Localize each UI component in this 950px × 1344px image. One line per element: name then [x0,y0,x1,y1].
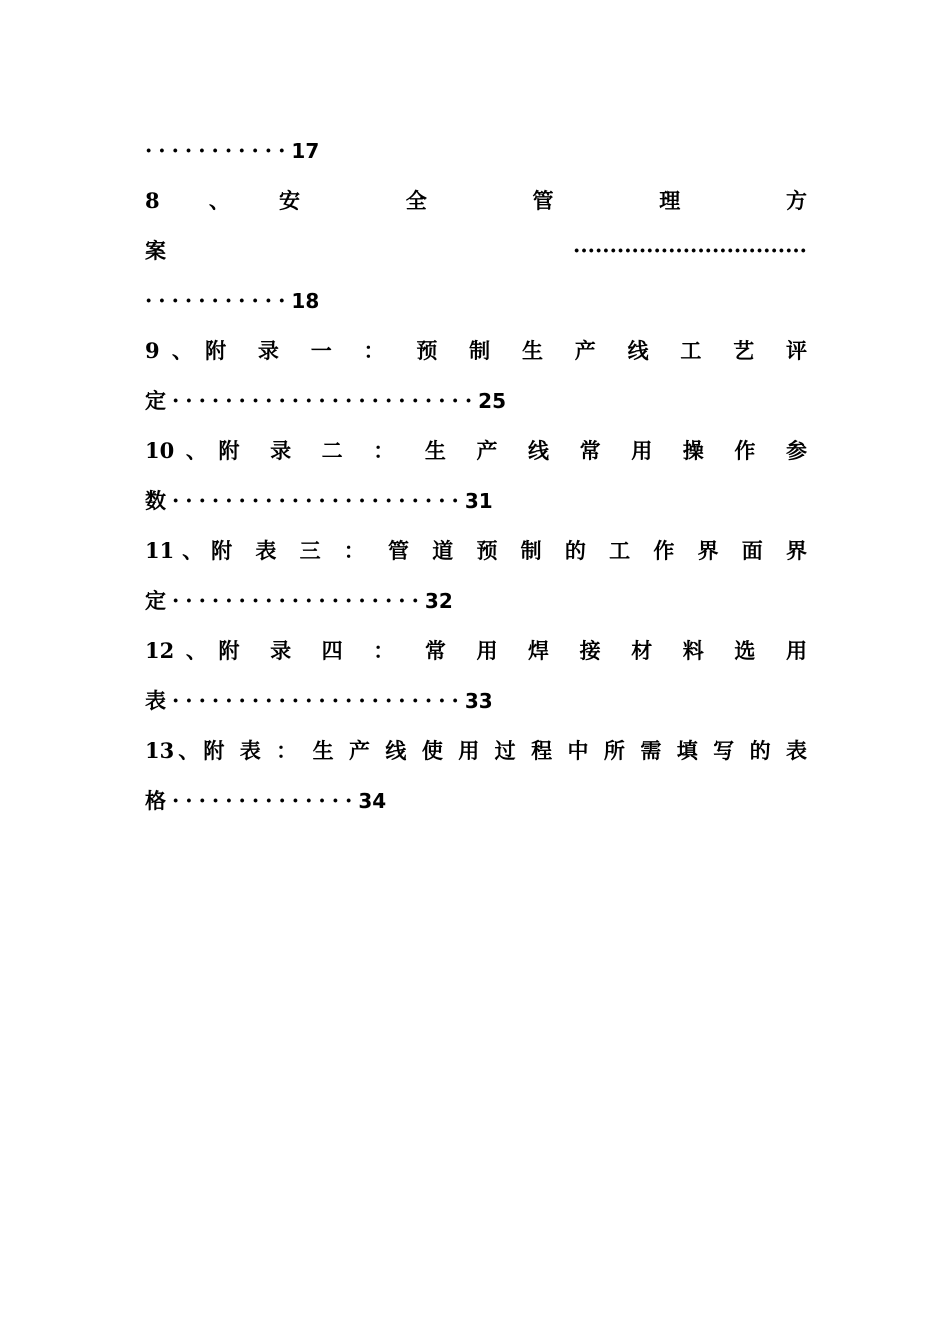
toc-leader-dots: 定······················· [145,388,479,413]
toc-entry-leader-line [145,576,807,626]
toc-page-number: 17 [291,139,320,163]
toc-entry-leader-line [145,376,807,426]
toc-page-number: 32 [424,589,453,613]
toc-entry-title[interactable]: 13、附 表 ： 生 产 线 使 用 过 程 中 所 需 填 写 的 表 [145,738,807,763]
toc-entry-title[interactable]: 8、安 全 管 理 方 [145,188,807,213]
toc-entry-leader-line [145,776,807,826]
toc-page-number: 34 [358,789,387,813]
toc-leader-dots: ··········· [145,138,292,163]
toc-entry-leader: 案 ································ [145,238,807,263]
toc-entry-leader-line [145,676,807,726]
toc-entry-title[interactable]: 12、附 录 四 ： 常 用 焊 接 材 料 选 用 [145,638,807,663]
toc-page-number: 31 [464,489,493,513]
toc-entry-title[interactable]: 10、附 录 二 ： 生 产 线 常 用 操 作 参 [145,438,807,463]
toc-entry-title[interactable]: 9、附 录 一 ： 预 制 生 产 线 工 艺 评 [145,338,807,363]
toc-leader-dots: 格·············· [145,788,359,813]
toc-entry-leader-line [145,276,807,326]
toc-page-number: 18 [291,289,320,313]
toc-entry-leader-line [145,476,807,526]
toc-leader-dots: 定··················· [145,588,425,613]
toc-continuation-line [145,126,807,176]
toc-page-number: 25 [478,389,506,413]
toc-entry-title[interactable]: 11、附 表 三 ： 管 道 预 制 的 工 作 界 面 界 [145,538,807,563]
toc-page-number: 33 [464,689,493,713]
table-of-contents [145,126,807,826]
toc-leader-dots: 数······················ [145,488,465,513]
toc-leader-dots: 表······················ [145,688,465,713]
toc-leader-dots: ··········· [145,288,292,313]
